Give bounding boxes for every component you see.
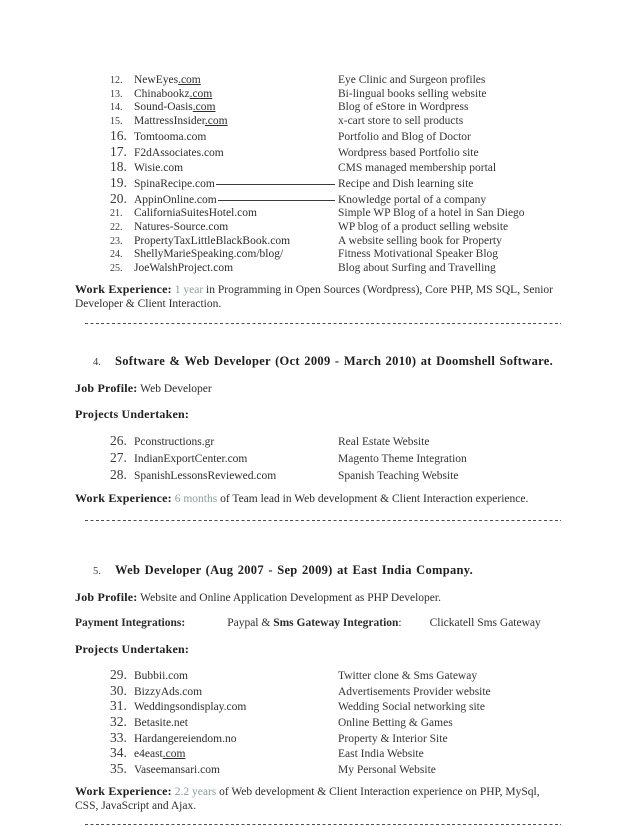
project-number: 21. — [110, 208, 123, 220]
project-site-tld: .com — [204, 115, 228, 128]
project-row — [75, 684, 563, 700]
project-row — [75, 450, 563, 467]
work-experience-3 — [75, 784, 563, 814]
project-row-left — [75, 684, 338, 700]
project-row — [75, 115, 563, 129]
project-row — [75, 145, 563, 161]
experience-duration: 6 months — [171, 493, 218, 506]
project-site — [134, 147, 224, 161]
project-number: 14. — [110, 102, 123, 114]
work-experience-label: Work Experience: — [75, 783, 172, 798]
project-site — [134, 101, 215, 115]
project-site-name: Vaseemansari.com — [134, 764, 220, 777]
project-description: Property & Interior Site — [338, 732, 448, 745]
project-row — [75, 88, 563, 102]
project-site — [134, 700, 246, 715]
project-site-name: IndianExportCenter.com — [134, 453, 248, 466]
project-row — [75, 433, 563, 450]
project-row-left — [75, 176, 338, 192]
project-site-name: SpanishLessonsReviewed.com — [134, 470, 277, 483]
project-site-tld: .com — [189, 87, 213, 100]
project-row-left — [75, 668, 338, 684]
project-row-left — [75, 235, 338, 249]
project-site-name: AppinOnline.com — [134, 193, 217, 206]
section-heading-5 — [75, 563, 563, 579]
project-number: 35. — [110, 761, 127, 777]
section-title: Web Developer (Aug 2007 - Sep 2009) at East India Company. — [115, 562, 474, 577]
section-heading-4 — [75, 354, 563, 370]
project-description: East India Website — [338, 748, 424, 761]
projects-list-continued — [75, 74, 563, 276]
project-description: Wordpress based Portfolio site — [338, 146, 479, 159]
project-site-name: JoeWalshProject.com — [134, 262, 234, 275]
project-row-left — [75, 248, 338, 262]
project-description: A website selling book for Property — [338, 234, 502, 247]
project-site — [134, 88, 212, 102]
job-profile-4 — [75, 381, 563, 396]
projects-undertaken-label-5: Projects Undertaken: — [75, 641, 190, 656]
project-site — [134, 162, 183, 176]
project-row — [75, 192, 563, 208]
project-site — [134, 435, 214, 450]
project-description: Advertisements Provider website — [338, 685, 491, 698]
project-number: 20. — [110, 190, 127, 206]
project-number: 25. — [110, 263, 123, 275]
project-row-left — [75, 746, 338, 762]
project-number: 28. — [110, 467, 127, 483]
project-site — [134, 74, 201, 88]
project-site — [134, 178, 215, 192]
project-site — [134, 131, 206, 145]
project-row — [75, 129, 563, 145]
project-description: WP blog of a product selling website — [338, 221, 509, 234]
project-number: 19. — [110, 174, 127, 190]
payment-value: Clickatell Sms Gateway — [429, 617, 541, 630]
project-site — [134, 194, 217, 208]
project-row-left — [75, 145, 338, 161]
project-row — [75, 668, 563, 684]
project-site — [134, 207, 257, 221]
project-site-name: NewEyes — [134, 74, 179, 86]
project-row-left — [75, 731, 338, 747]
project-number: 27. — [110, 450, 127, 466]
project-site — [134, 685, 202, 700]
project-number: 17. — [110, 143, 127, 159]
project-site — [134, 115, 228, 129]
job-profile-label: Job Profile: — [75, 380, 138, 395]
project-row-left — [75, 115, 338, 129]
project-site-name: Wisie.com — [134, 162, 184, 175]
job-profile-value: Web Developer — [137, 382, 212, 395]
project-row-left — [75, 129, 338, 145]
project-row — [75, 715, 563, 731]
project-site-name: SpinaRecipe.com — [134, 177, 215, 190]
project-site-name: PropertyTaxLittleBlackBook.com — [134, 234, 291, 247]
project-site-name: BizzyAds.com — [134, 685, 203, 698]
project-row — [75, 235, 563, 249]
project-description: Bi-lingual books selling website — [338, 87, 487, 100]
project-description: Spanish Teaching Website — [338, 470, 459, 483]
project-description: Blog about Surfing and Travelling — [338, 262, 496, 275]
project-number: 34. — [110, 745, 127, 761]
job-profile-value: Website and Online Application Development as PHP Developer. — [137, 591, 441, 604]
project-site — [134, 763, 220, 778]
project-description: Fitness Motivational Speaker Blog — [338, 248, 499, 261]
payment-integrations-line — [75, 616, 563, 630]
project-number: 16. — [110, 127, 127, 143]
work-experience-text: in Programming in Open Sources (Wordpress), Core PHP, MS SQL, Senior Developer & Client Interaction. — [75, 283, 553, 311]
project-site — [134, 235, 290, 249]
dashed-divider — [85, 824, 561, 826]
section-number: 5. — [93, 565, 101, 577]
dashed-divider — [85, 323, 561, 325]
project-row-left — [75, 433, 338, 450]
project-site-name: Natures-Source.com — [134, 221, 229, 234]
project-description: Real Estate Website — [338, 436, 430, 449]
payment-colon: : — [398, 617, 402, 630]
work-experience-text: of Team lead in Web development & Client Interaction experience. — [217, 493, 529, 506]
work-experience-text: of Web development & Client Interaction experience on PHP, MySql, CSS, JavaScript and Ajax. — [75, 785, 540, 813]
project-site-name: Sound-Oasis — [134, 101, 193, 114]
project-site — [134, 248, 283, 262]
project-site-tld: .com — [162, 748, 186, 761]
project-number: 30. — [110, 682, 127, 698]
project-description: Magento Theme Integration — [338, 453, 467, 466]
project-site — [134, 221, 228, 235]
project-row — [75, 176, 563, 192]
projects-undertaken-label-4: Projects Undertaken: — [75, 407, 190, 422]
project-row — [75, 262, 563, 276]
project-row-left — [75, 160, 338, 176]
section-number: 4. — [93, 356, 101, 368]
project-site-name: Pconstructions.gr — [134, 436, 215, 449]
project-description: My Personal Website — [338, 764, 436, 777]
project-site — [134, 716, 188, 731]
work-experience-2 — [75, 491, 563, 507]
project-description: Online Betting & Games — [338, 716, 453, 729]
project-number: 24. — [110, 249, 123, 261]
project-site — [134, 747, 185, 762]
project-number: 23. — [110, 235, 123, 247]
project-site-name: CaliforniaSuitesHotel.com — [134, 207, 257, 220]
project-number: 13. — [110, 88, 123, 100]
project-row-left — [75, 221, 338, 235]
project-row — [75, 467, 563, 484]
project-row-left — [75, 192, 338, 208]
project-row-left — [75, 88, 338, 102]
projects-list-section4 — [75, 433, 563, 484]
project-number: 26. — [110, 433, 127, 449]
dashed-divider — [85, 520, 561, 522]
project-site-name: Weddingsondisplay.com — [134, 701, 247, 714]
work-experience-label: Work Experience: — [75, 281, 172, 296]
projects-list-section5 — [75, 668, 563, 778]
project-row-left — [75, 74, 338, 88]
project-row — [75, 762, 563, 778]
project-row-left — [75, 699, 338, 715]
payment-integrations-label: Payment Integrations: — [75, 617, 186, 630]
project-row-left — [75, 262, 338, 276]
project-site-name: Betasite.net — [134, 716, 188, 729]
job-profile-label: Job Profile: — [75, 589, 138, 604]
project-site-name: MattressInsider — [134, 115, 205, 128]
sms-gateway-label: Sms Gateway Integration — [273, 617, 399, 630]
project-number: 33. — [110, 729, 127, 745]
section-title: Software & Web Developer (Oct 2009 - March 2010) at Doomshell Software. — [115, 353, 554, 368]
project-description: Eye Clinic and Surgeon profiles — [338, 74, 486, 86]
experience-duration: 2.2 years — [171, 785, 217, 798]
project-row — [75, 207, 563, 221]
project-row-left — [75, 207, 338, 221]
project-description: Recipe and Dish learning site — [338, 177, 474, 190]
experience-duration: 1 year — [171, 283, 204, 296]
project-site-name: Hardangereiendom.no — [134, 732, 237, 745]
project-description: Portfolio and Blog of Doctor — [338, 130, 471, 143]
payment-part1: Paypal & — [227, 617, 274, 630]
project-number: 32. — [110, 713, 127, 729]
project-site-name: ShellyMarieSpeaking.com/blog/ — [134, 248, 284, 261]
project-description: Blog of eStore in Wordpress — [338, 101, 469, 114]
project-site — [134, 262, 233, 276]
project-site — [134, 669, 188, 684]
project-number: 29. — [110, 666, 127, 682]
project-number: 15. — [110, 116, 123, 128]
project-row — [75, 221, 563, 235]
project-description: Wedding Social networking site — [338, 701, 485, 714]
project-number: 12. — [110, 75, 123, 86]
project-row — [75, 731, 563, 747]
project-row — [75, 101, 563, 115]
project-site-name: Bubbii.com — [134, 669, 188, 682]
work-experience-1 — [75, 282, 563, 312]
project-row — [75, 699, 563, 715]
project-row-left — [75, 450, 338, 467]
project-row — [75, 74, 563, 88]
project-row — [75, 746, 563, 762]
project-row-left — [75, 101, 338, 115]
project-row-left — [75, 715, 338, 731]
job-profile-5 — [75, 590, 563, 605]
project-site-name: F2dAssociates.com — [134, 146, 224, 159]
project-description: Simple WP Blog of a hotel in San Diego — [338, 207, 525, 220]
project-site-name: e4east — [134, 748, 163, 761]
project-site — [134, 469, 276, 484]
project-site — [134, 732, 237, 747]
project-row — [75, 248, 563, 262]
project-site — [134, 452, 247, 467]
project-number: 18. — [110, 159, 127, 175]
project-description: Twitter clone & Sms Gateway — [338, 669, 478, 682]
project-site-tld: .com — [192, 101, 216, 114]
project-description: CMS managed membership portal — [338, 162, 497, 175]
project-number: 22. — [110, 222, 123, 234]
project-site-name: Tomtooma.com — [134, 130, 207, 143]
work-experience-label: Work Experience: — [75, 491, 172, 506]
project-row-left — [75, 762, 338, 778]
project-number: 31. — [110, 698, 127, 714]
project-site-tld: .com — [178, 74, 201, 86]
project-description: x-cart store to sell products — [338, 115, 464, 128]
project-description: Knowledge portal of a company — [338, 193, 487, 206]
project-row-left — [75, 467, 338, 484]
project-site-name: Chinabookz — [134, 87, 190, 100]
project-row — [75, 160, 563, 176]
